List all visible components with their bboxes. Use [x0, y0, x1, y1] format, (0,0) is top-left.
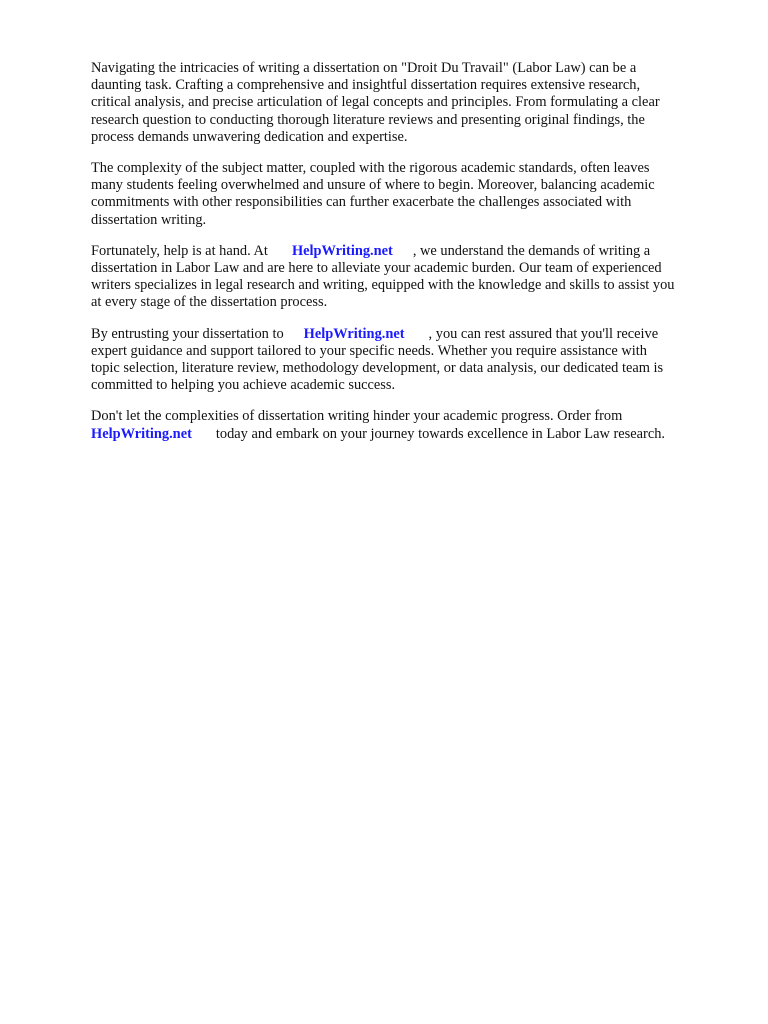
text-line: topic selection, literature review, methodology development, or data analysis, our dedicated team is	[91, 360, 664, 377]
text-fragment: By entrusting your dissertation to	[91, 325, 284, 342]
text-line: dissertation in Labor Law and are here to alleviate your academic burden. Our team of experienced	[91, 260, 662, 277]
text-fragment: today and embark on your journey towards excellence in Labor Law research.	[215, 425, 665, 442]
text-line: at every stage of the dissertation process.	[91, 294, 328, 311]
text-line	[91, 243, 731, 260]
paragraph-entrust	[91, 326, 731, 395]
text-line	[91, 426, 731, 443]
helpwriting-link[interactable]: HelpWriting.net	[91, 425, 192, 442]
paragraph-intro	[91, 60, 731, 146]
text-line: Navigating the intricacies of writing a dissertation on "Droit Du Travail" (Labor Law) can be a	[91, 60, 637, 76]
document-page	[91, 60, 731, 457]
text-line: daunting task. Crafting a comprehensive and insightful dissertation requires extensive research,	[91, 77, 641, 94]
text-line: The complexity of the subject matter, coupled with the rigorous academic standards, often leaves	[91, 160, 650, 177]
text-line: research question to conducting thorough literature reviews and presenting original findings, the	[91, 111, 645, 128]
text-line: dissertation writing.	[91, 211, 207, 228]
text-line: Don't let the complexities of dissertation writing hinder your academic progress. Order from	[91, 408, 623, 425]
paragraph-help	[91, 243, 731, 312]
paragraph-closing	[91, 408, 731, 442]
text-line: commitments with other responsibilities can further exacerbate the challenges associated with	[91, 194, 632, 211]
text-fragment: Fortunately, help is at hand. At	[91, 242, 268, 259]
text-line: critical analysis, and precise articulation of legal concepts and principles. From formulating a clear	[91, 94, 660, 111]
text-line: expert guidance and support tailored to your specific needs. Whether you require assistance with	[91, 342, 647, 359]
text-line: committed to helping you achieve academic success.	[91, 377, 396, 394]
paragraph-complexity	[91, 160, 731, 229]
text-fragment: , you can rest assured that you'll receive	[428, 325, 659, 342]
text-line	[91, 326, 731, 343]
text-line: many students feeling overwhelmed and unsure of where to begin. Moreover, balancing academic	[91, 177, 655, 194]
text-line: writers specializes in legal research and writing, equipped with the knowledge and skills to assist you	[91, 277, 675, 294]
helpwriting-link[interactable]: HelpWriting.net	[291, 242, 393, 259]
text-fragment: , we understand the demands of writing a	[412, 242, 651, 259]
text-line: process demands unwavering dedication and expertise.	[91, 128, 408, 145]
helpwriting-link[interactable]: HelpWriting.net	[303, 325, 405, 342]
